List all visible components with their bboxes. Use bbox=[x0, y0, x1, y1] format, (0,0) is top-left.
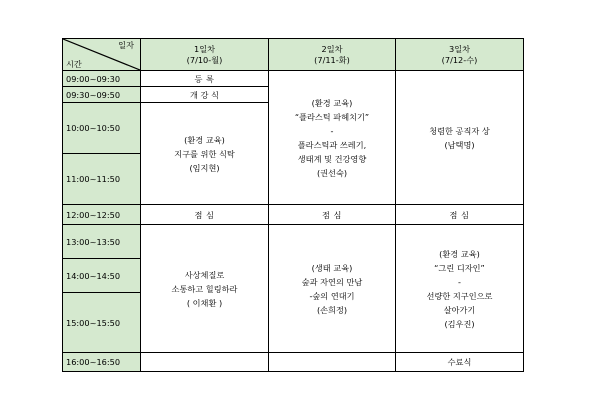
day2-s1-line: (권선숙) bbox=[316, 167, 348, 178]
day3-s1-line: (남택명) bbox=[444, 139, 475, 150]
time-cell: 12:00~12:50 bbox=[63, 205, 141, 225]
header-row bbox=[63, 39, 524, 71]
day2-s2-line: (생태 교육) bbox=[311, 262, 353, 273]
day1-empty-cell bbox=[141, 353, 269, 372]
day2-session1 bbox=[269, 71, 396, 205]
day2-s1-line: 생태계 및 건강영향 bbox=[297, 153, 367, 164]
day3-s2-line: 살아가기 bbox=[443, 304, 476, 315]
day1-header bbox=[141, 39, 269, 71]
day2-s2-line: 숲과 자연의 만남 bbox=[301, 276, 363, 287]
day1-s1-line: (임지현) bbox=[189, 162, 220, 173]
time-cell: 10:00~10:50 bbox=[63, 103, 141, 154]
day1-name: 1일차 bbox=[193, 43, 216, 54]
day3-closing: 수료식 bbox=[396, 353, 524, 372]
day1-session2 bbox=[141, 225, 269, 353]
day2-header bbox=[269, 39, 396, 71]
time-cell: 11:00~11:50 bbox=[63, 154, 141, 205]
day2-lunch: 점 심 bbox=[269, 205, 396, 225]
day2-s1-line: - bbox=[330, 125, 334, 136]
day2-s2-line: (손희정) bbox=[316, 304, 348, 315]
day3-header bbox=[396, 39, 524, 71]
time-cell: 14:00~14:50 bbox=[63, 259, 141, 293]
day3-name: 3일차 bbox=[448, 43, 471, 54]
day3-s2-line: (김우진) bbox=[444, 318, 475, 329]
day3-date: (7/12-수) bbox=[441, 54, 478, 65]
day2-empty-cell bbox=[269, 353, 396, 372]
day3-lunch: 점 심 bbox=[396, 205, 524, 225]
day2-s1-line: 플라스틱과 쓰레기, bbox=[297, 139, 367, 150]
day3-s2-line: (환경 교육) bbox=[439, 248, 480, 259]
time-cell: 16:00~16:50 bbox=[63, 353, 141, 372]
day3-session1 bbox=[396, 71, 524, 205]
day2-s1-line: (환경 교육) bbox=[311, 97, 353, 108]
day2-name: 2일차 bbox=[321, 43, 343, 54]
day2-s2-line: -숲의 연대기 bbox=[309, 290, 355, 301]
time-cell: 13:00~13:50 bbox=[63, 225, 141, 259]
day1-s1-line: (환경 교육) bbox=[184, 134, 225, 145]
row-1600 bbox=[63, 353, 524, 372]
corner-date-label: 일자 bbox=[118, 40, 134, 50]
day2-session2 bbox=[269, 225, 396, 353]
corner-header-cell bbox=[63, 39, 141, 71]
day3-s1-line: 청렴한 공직자 상 bbox=[429, 125, 490, 136]
day3-s2-line: “그린 디자인” bbox=[434, 262, 485, 273]
day1-date: (7/10-월) bbox=[186, 54, 223, 65]
day2-date: (7/11-화) bbox=[314, 54, 350, 65]
day1-lunch: 점 심 bbox=[141, 205, 269, 225]
day1-s1-line: 지구를 위한 식탁 bbox=[174, 148, 235, 159]
time-cell: 15:00~15:50 bbox=[63, 293, 141, 353]
day1-s2-line: 사상체질로 bbox=[184, 269, 225, 280]
day1-opening: 개 강 식 bbox=[141, 87, 269, 103]
row-0900 bbox=[63, 71, 524, 87]
schedule-table bbox=[62, 38, 524, 372]
time-cell: 09:30~09:50 bbox=[63, 87, 141, 103]
corner-time-label: 시간 bbox=[66, 59, 82, 69]
day3-session2 bbox=[396, 225, 524, 353]
day2-s1-line: “플라스틱 파헤치기” bbox=[294, 111, 370, 122]
row-1300 bbox=[63, 225, 524, 259]
row-1200 bbox=[63, 205, 524, 225]
day1-session1 bbox=[141, 103, 269, 205]
day3-s2-line: 선량한 지구인으로 bbox=[426, 290, 493, 301]
day1-s2-line: ( 이채환 ) bbox=[186, 297, 223, 308]
time-cell: 09:00~09:30 bbox=[63, 71, 141, 87]
day3-s2-line: - bbox=[458, 276, 461, 287]
day1-registration: 등 록 bbox=[141, 71, 269, 87]
day1-s2-line: 소통하고 힐링하라 bbox=[171, 283, 238, 294]
